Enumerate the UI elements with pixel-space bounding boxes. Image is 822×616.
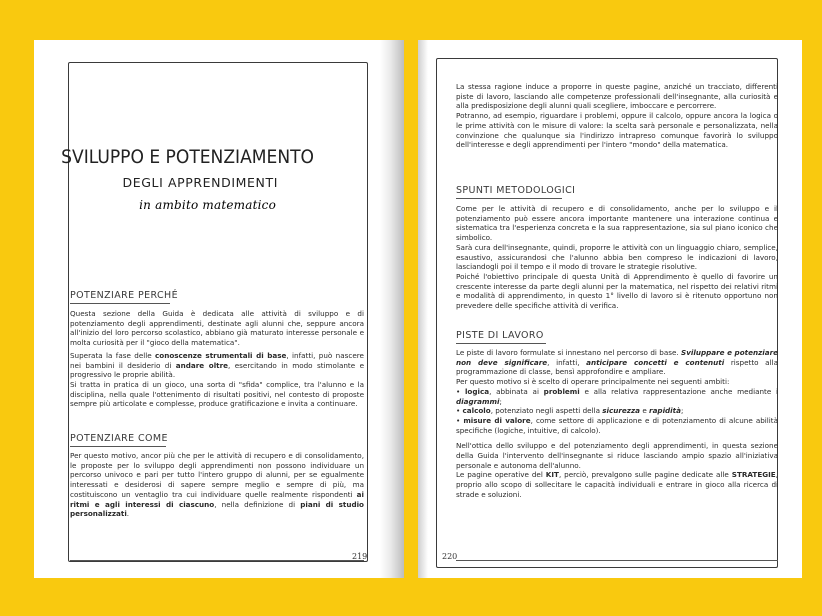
paragraph: Sarà cura dell'insegnante, quindi, proporre le attività con un linguaggio chiaro, semplice, esaustivo, assicurandosi che l'alunno abbia ben compreso le indicazioni di lavoro, lasciandogli poi il tempo e il modo di trovare le strategie risolutive. xyxy=(456,242,778,272)
book-gutter-right xyxy=(418,40,428,578)
section-heading-potenziare-come: POTENZIARE COME xyxy=(70,433,168,444)
page-number: 220 xyxy=(442,552,458,561)
intro-body xyxy=(456,82,778,150)
paragraph: Potranno, ad esempio, riguardare i problemi, oppure il calcolo, oppure ancora la logica o le prime attività con le misure di valore: la scelta sarà personale e personalizzata, nella convinzione che qualunque sia l'indirizzo intrapreso comunque favorirà lo sviluppo dell'interesse e degli apprendimenti per l'intero "mondo" della matematica. xyxy=(456,111,778,150)
chapter-title: SVILUPPO E POTENZIAMENTO xyxy=(61,146,314,168)
chapter-subtitle-italic: in ambito matematico xyxy=(139,198,276,212)
section-come-body xyxy=(70,451,364,519)
footer-rule xyxy=(456,560,778,561)
right-page xyxy=(418,40,802,578)
paragraph: Per questo motivo, ancor più che per le attività di recupero e di consolidamento, le proposte per lo sviluppo degli apprendimenti non possono individuare un percorso univoco e pari per tutto l'intero gruppo di alunni, per se egualmente interessati e desiderosi di sapere sempre meglio e sempre di più, ma costituiscono un ventaglio tra cui individuare quelle realmente rispondenti ai ritmi e agli interessi di ciascuno, nella definizione di piani di studio personalizzati. xyxy=(70,451,364,519)
section-heading-spunti-metodologici: SPUNTI METODOLOGICI xyxy=(456,185,576,196)
list-item: • misure di valore, come settore di applicazione e di potenziamento di alcune abilità specifiche (logiche, intuitive, di calcolo). xyxy=(456,415,778,435)
page-number: 219 xyxy=(352,552,368,561)
paragraph: Si tratta in pratica di un gioco, una sorta di "sfida" complice, tra l'alunno e la disciplina, nella quale l'ottenimento di risultati positivi, nel contesto di proposte sempre più articolate e complesse, produce gratificazione e invita a continuare. xyxy=(70,379,364,409)
paragraph: Per questo motivo si è scelto di operare principalmente nei seguenti ambiti: xyxy=(456,377,730,387)
heading-underline xyxy=(456,343,546,344)
footer-rule xyxy=(70,560,364,561)
list-item: • logica, abbinata ai problemi e alla relativa rappresentazione anche mediante i diagrammi; xyxy=(456,386,779,406)
paragraph: Nell'ottica dello sviluppo e del potenziamento degli apprendimenti, in questa sezione della Guida l'intervento dell'insegnante si riduce lasciando ampio spazio all'iniziativa personale e autonoma dell'alunno. xyxy=(456,441,778,470)
section-heading-piste-di-lavoro: PISTE DI LAVORO xyxy=(456,330,544,341)
left-page xyxy=(34,40,402,578)
paragraph: La stessa ragione induce a proporre in queste pagine, anziché un tracciato, differenti piste di lavoro, lasciando alle competenze professionali dell'insegnante, alla curiosità e alla predisposizione degli alunni quali scegliere, imboccare e percorrere. xyxy=(456,82,778,111)
heading-underline xyxy=(456,198,562,199)
paragraph: Le pagine operative del KIT, perciò, prevalgono sulle pagine dedicate alle STRATEGIE, proprio allo scopo di sollecitare le capacità individuali e entrare in gioco alla ricerca di strade e soluzioni. xyxy=(456,470,779,499)
section-spunti-body xyxy=(456,204,778,311)
chapter-subtitle: DEGLI APPRENDIMENTI xyxy=(122,175,278,190)
paragraph: Poiché l'obiettivo principale di questa Unità di Apprendimento è quello di favorire un crescente interesse da parte degli alunni per la matematica, nel rispetto dei relativi ritmi e modalità di apprendimento, in questo 1° livello di lavoro si è ritenuto opportuno non prevedere delle specifiche attività di verifica. xyxy=(456,271,778,311)
section-piste-body xyxy=(456,348,778,500)
book-gutter-left xyxy=(380,40,404,578)
paragraph: Questa sezione della Guida è dedicata alle attività di sviluppo e di potenziamento degli apprendimenti, destinate agli alunni che, seppure ancora all'inizio del loro percorso scolastico, abbiano già maturato interesse personale e molta curiosità per il "gioco della matematica". xyxy=(70,309,364,348)
section-heading-potenziare-perche: POTENZIARE PERCHÉ xyxy=(70,290,178,301)
heading-underline xyxy=(70,446,166,447)
paragraph: Come per le attività di recupero e di consolidamento, anche per lo sviluppo e il potenziamento può essere ancora importante mantenere una interazione continua e sistematica tra l'esperienza concreta e la sua rappresentazione, sia sul piano iconico che simbolico. xyxy=(456,204,778,243)
paragraph: Le piste di lavoro formulate si innestano nel percorso di base. Sviluppare e potenziare non deve significare, infatti, anticipare concetti e contenuti rispetto alla programmazione di classe, bensì approfondire e ampliare. xyxy=(456,348,778,377)
heading-underline xyxy=(70,303,170,304)
paragraph: Superata la fase delle conoscenze strumentali di base, infatti, può nascere nei bambini il desiderio di andare oltre, esercitando in modo stimolante e progressivo le proprie abilità. xyxy=(70,350,364,380)
list-item: • calcolo, potenziato negli aspetti della sicurezza e rapidità; xyxy=(456,406,684,416)
section-perche-body xyxy=(70,309,364,409)
